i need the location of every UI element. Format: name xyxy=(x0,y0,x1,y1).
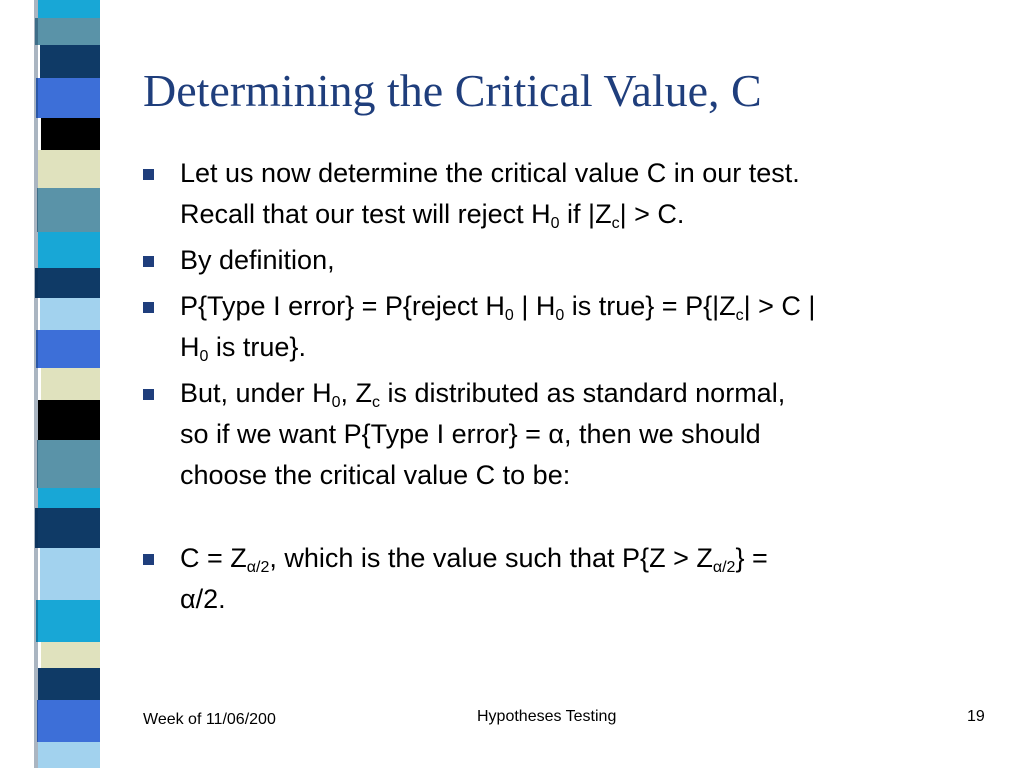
stripe-segment xyxy=(35,268,100,298)
stripe-segment xyxy=(38,0,100,18)
stripe-segment xyxy=(38,232,100,268)
stripe-segment xyxy=(35,508,100,548)
square-bullet-icon xyxy=(143,256,154,267)
bullet-text: $C = Z_{\alpha/2}$, which is the value such that $P\{Z > Z_{\alpha/2}\}$ = xyxy=(180,543,768,576)
bullet-item xyxy=(143,373,1003,496)
slide-title: Determining the Critical Value, C xyxy=(143,65,762,116)
decorative-stripe-bar xyxy=(0,0,120,768)
bullet-text: Recall that our test will reject $H_0$ if $|Z_c| > C$. xyxy=(180,199,685,232)
square-bullet-icon xyxy=(143,169,154,180)
footer-topic: Hypotheses Testing xyxy=(477,708,617,725)
stripe-edge xyxy=(34,0,38,768)
bullet-list xyxy=(143,150,1003,620)
stripe-segment xyxy=(37,188,100,232)
square-bullet-icon xyxy=(143,389,154,400)
bullet-text: P{Type I error} = P{reject $H_0$ | $H_0$ is true} = $P\{|Z_c| > C$ | xyxy=(180,291,816,324)
stripe-segment xyxy=(41,368,100,400)
square-bullet-icon xyxy=(143,302,154,313)
stripe-segment xyxy=(37,700,100,742)
bullet-text: But, under $H_0$, $Z_c$ is distributed as standard normal, xyxy=(180,378,786,411)
stripe-segment xyxy=(40,548,100,600)
bullet-item xyxy=(143,240,1003,281)
stripe-segment xyxy=(36,330,100,368)
bullet-item xyxy=(143,153,1003,235)
bullet-text: By definition, xyxy=(180,245,335,275)
stripe-segment xyxy=(38,668,100,700)
bullet-text: $H_0$ is true}. xyxy=(180,332,306,365)
square-bullet-icon xyxy=(143,554,154,565)
stripe-segment xyxy=(40,45,100,78)
stripe-segment xyxy=(38,488,100,508)
stripe-segment xyxy=(36,78,100,118)
stripe-segment xyxy=(38,150,100,188)
stripe-segment xyxy=(38,400,100,440)
stripe-segment xyxy=(36,600,100,642)
stripe-segment xyxy=(38,742,100,768)
stripe-segment xyxy=(41,118,100,150)
bullet-item xyxy=(143,286,1003,368)
bullet-text: α/2. xyxy=(180,584,226,614)
bullet-text: Let us now determine the critical value C in our test. xyxy=(180,158,800,188)
bullet-text: choose the critical value C to be: xyxy=(180,460,571,490)
stripe-segment xyxy=(37,440,100,488)
page-number: 19 xyxy=(967,708,985,725)
stripe-segment xyxy=(41,642,100,668)
stripe-segment xyxy=(35,18,100,45)
footer-date: Week of 11/06/200 xyxy=(143,711,276,728)
bullet-item xyxy=(143,538,1003,620)
stripe-segment xyxy=(40,298,100,330)
bullet-text: so if we want P{Type I error} = α, then we should xyxy=(180,419,761,449)
